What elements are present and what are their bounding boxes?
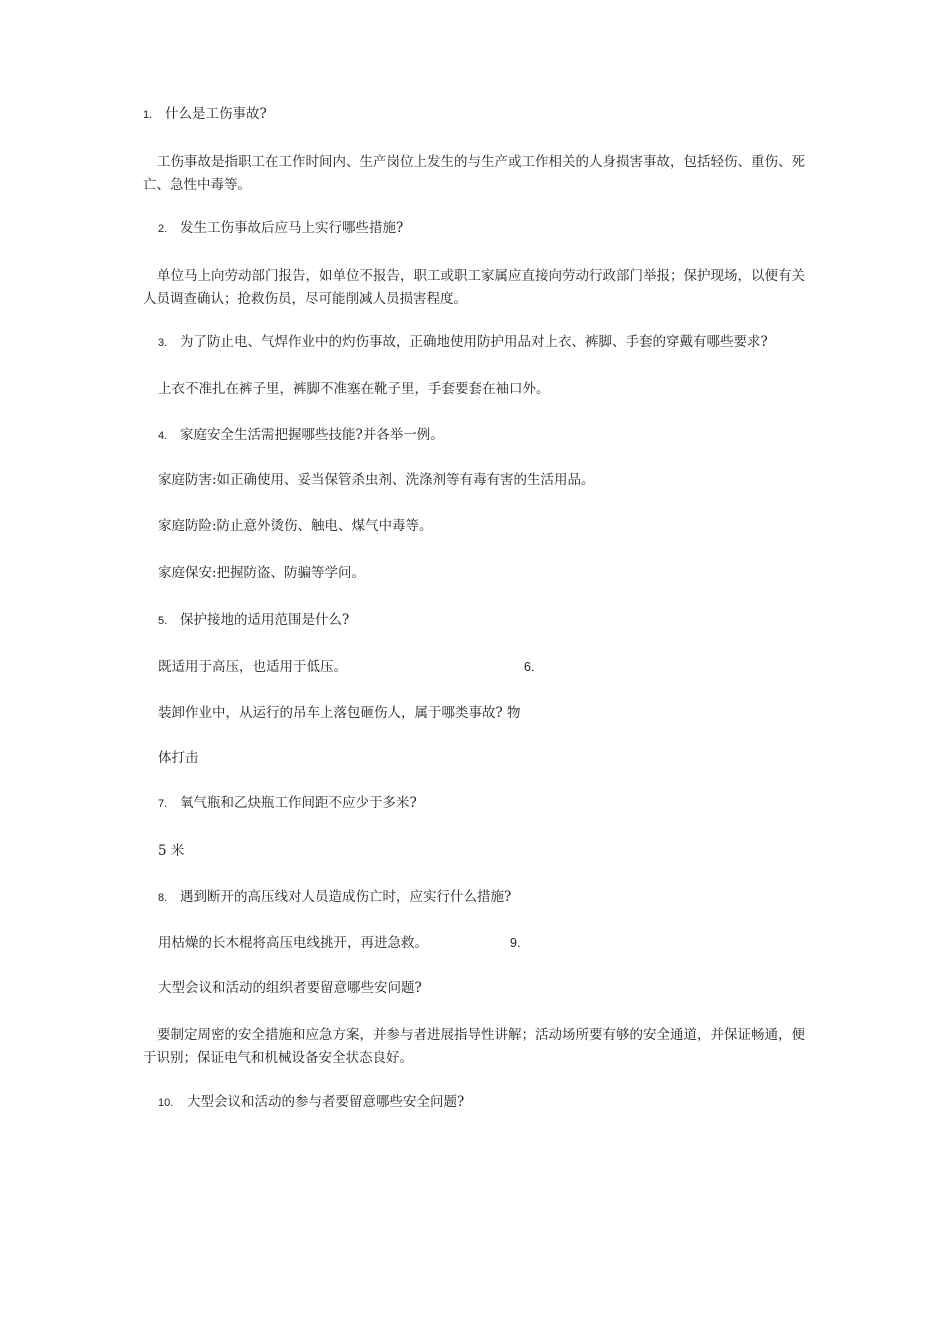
question-text: 什么是工伤事故? xyxy=(165,106,267,122)
question-text: 保护接地的适用范围是什么? xyxy=(180,612,350,628)
question-10 xyxy=(158,1092,464,1113)
question-number: 5. xyxy=(158,615,168,627)
question-text: 家庭安全生活需把握哪些技能?并各举一例。 xyxy=(180,427,444,443)
answer-8: 用枯燥的长木棍将高压电线挑开，再进急救。 xyxy=(158,935,428,951)
question-number: 8. xyxy=(158,892,168,904)
question-text: 大型会议和活动的参与者要留意哪些安全问题? xyxy=(187,1094,465,1110)
answer-1: 工伤事故是指职工在工作时间内、生产岗位上发生的与生产或工作相关的人身损害事故，包括轻伤、重伤、死亡、急性中毒等。 xyxy=(143,154,805,193)
answer-4c: 家庭保安:把握防盗、防骗等学问。 xyxy=(158,565,366,581)
answer-7: 5 米 xyxy=(158,843,185,859)
question-text: 遇到断开的高压线对人员造成伤亡时，应实行什么措施? xyxy=(180,889,512,905)
question-text: 氧气瓶和乙炔瓶工作间距不应少于多米? xyxy=(180,795,417,811)
question-5 xyxy=(158,610,349,631)
question-number: 10. xyxy=(158,1097,174,1109)
answer-5: 既适用于高压，也适用于低压。 xyxy=(158,659,347,675)
question-9-number: 9. xyxy=(510,936,521,950)
question-3 xyxy=(158,332,768,353)
answer-2: 单位马上向劳动部门报告，如单位不报告，职工或职工家属应直接向劳动行政部门举报；保护现场，以便有关人员调查确认；抢救伤员，尽可能削减人员损害程度。 xyxy=(143,268,805,307)
question-1 xyxy=(143,104,267,125)
question-6: 装卸作业中，从运行的吊车上落包砸伤人，属于哪类事故? 物 xyxy=(158,705,521,721)
question-number: 1. xyxy=(143,109,153,121)
question-4 xyxy=(158,425,444,446)
answer-4b: 家庭防险:防止意外烫伤、触电、煤气中毒等。 xyxy=(158,518,433,534)
answer-4a: 家庭防害:如正确使用、妥当保管杀虫剂、洗涤剂等有毒有害的生活用品。 xyxy=(158,472,595,488)
question-text: 发生工伤事故后应马上实行哪些措施? xyxy=(180,220,404,236)
question-7 xyxy=(158,793,417,814)
question-2 xyxy=(158,218,403,239)
question-number: 2. xyxy=(158,223,168,235)
question-number: 3. xyxy=(158,337,168,349)
answer-6: 体打击 xyxy=(158,750,199,766)
question-text: 为了防止电、气焊作业中的灼伤事故，正确地使用防护用品对上衣、裤脚、手套的穿戴有哪些要求? xyxy=(180,334,768,350)
answer-9: 要制定周密的安全措施和应急方案，并参与者进展指导性讲解；活动场所要有够的安全通道，并保证畅通，便于识别；保证电气和机械设备安全状态良好。 xyxy=(143,1027,805,1066)
question-number: 4. xyxy=(158,430,168,442)
question-8 xyxy=(158,887,511,908)
answer-3: 上衣不准扎在裤子里，裤脚不准塞在靴子里，手套要套在袖口外。 xyxy=(158,381,550,397)
question-6-number: 6. xyxy=(524,660,535,674)
question-number: 7. xyxy=(158,798,168,810)
question-9: 大型会议和活动的组织者要留意哪些安问题? xyxy=(158,980,422,996)
